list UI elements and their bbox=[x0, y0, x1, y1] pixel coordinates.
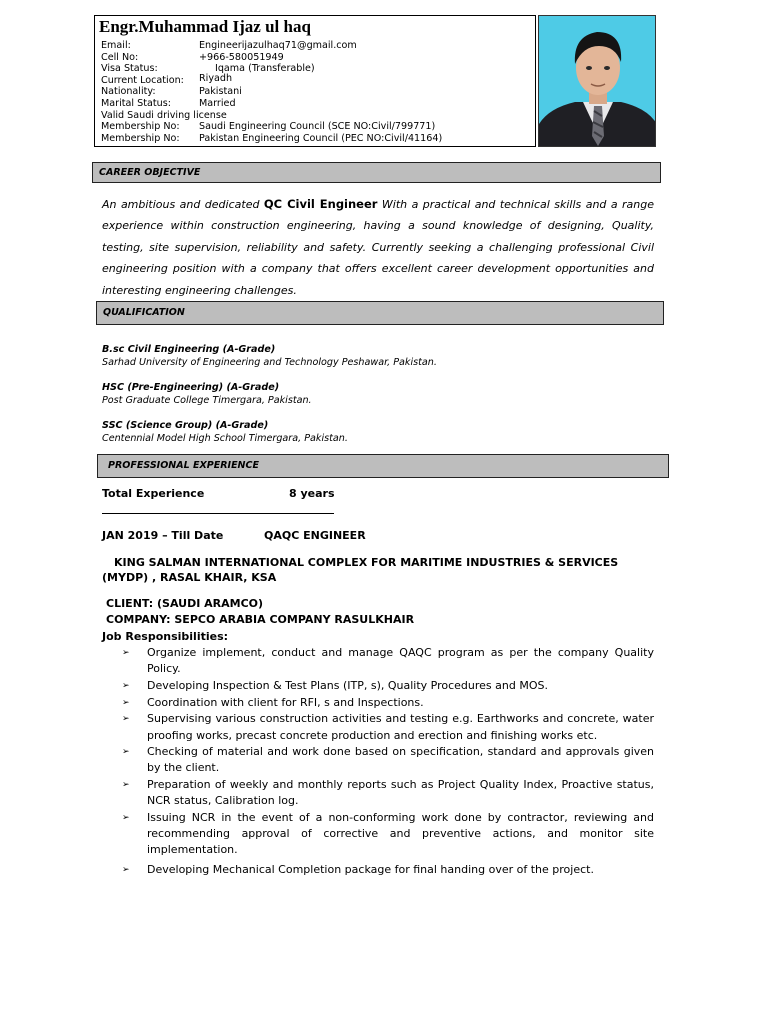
qualification-institute: Post Graduate College Timergara, Pakistan. bbox=[102, 394, 312, 406]
responsibilities-list bbox=[122, 645, 654, 878]
objective-role: QC Civil Engineer bbox=[263, 197, 378, 211]
info-label: Cell No: bbox=[101, 51, 139, 63]
info-marital bbox=[101, 97, 236, 110]
info-value: Pakistani bbox=[199, 86, 242, 98]
arrow-bullet-icon: ➢ bbox=[122, 680, 130, 691]
arrow-bullet-icon: ➢ bbox=[122, 864, 130, 875]
objective-intro: An ambitious and dedicated bbox=[102, 198, 260, 211]
qualification-item bbox=[102, 382, 312, 407]
contact-info-list bbox=[101, 40, 443, 144]
list-item bbox=[122, 810, 654, 859]
list-item bbox=[122, 862, 654, 878]
career-objective-text bbox=[102, 194, 654, 301]
info-email bbox=[101, 40, 357, 52]
responsibility-text: Supervising various construction activities and testing e.g. Earthworks and concrete, water proofing works, precast concrete production and erection and finishing works etc. bbox=[147, 712, 654, 742]
info-label: Email: bbox=[101, 40, 131, 51]
list-item bbox=[122, 744, 654, 776]
project-name-line2: (MYDP) , RASAL KHAIR, KSA bbox=[102, 571, 277, 584]
info-membership-sce bbox=[101, 121, 436, 133]
list-item bbox=[122, 777, 654, 809]
objective-body: With a practical and technical skills and a range experience within construction engineering, having a sound knowledge of designing, Quality, testing, site supervision, reliability and safety. Currently seeking a challenging professional Civil engineering position with a company that offers excellent career development opportunities and interesting engineering challenges. bbox=[102, 198, 655, 297]
contact-header bbox=[94, 15, 536, 147]
info-value: Riyadh bbox=[199, 72, 233, 84]
list-item bbox=[122, 678, 654, 694]
info-label: Marital Status: bbox=[101, 97, 171, 109]
company-name: COMPANY: SEPCO ARABIA COMPANY RASULKHAIR bbox=[106, 613, 415, 626]
responsibility-text: Checking of material and work done based on specification, standard and approvals given by the client. bbox=[147, 745, 654, 775]
responsibility-text: Organize implement, conduct and manage QAQC program as per the company Quality Policy. bbox=[147, 646, 654, 676]
info-location bbox=[101, 72, 233, 87]
client-name: CLIENT: (SAUDI ARAMCO) bbox=[106, 597, 264, 610]
responsibility-text: Developing Mechanical Completion package for final handing over of the project. bbox=[147, 862, 594, 876]
portrait-illustration bbox=[539, 16, 656, 147]
candidate-name: Engr.Muhammad Ijaz ul haq bbox=[99, 17, 311, 36]
info-value: Engineerijazulhaq71@gmail.com bbox=[199, 40, 357, 51]
arrow-bullet-icon: ➢ bbox=[122, 813, 130, 824]
job-period: JAN 2019 – Till Date bbox=[102, 529, 224, 542]
info-value: +966-580051949 bbox=[199, 51, 284, 63]
responsibility-text: Developing Inspection & Test Plans (ITP, s), Quality Procedures and MOS. bbox=[147, 678, 548, 692]
arrow-bullet-icon: ➢ bbox=[122, 747, 130, 758]
job-responsibilities-label: Job Responsibilities: bbox=[102, 630, 229, 643]
info-label: Membership No: bbox=[101, 121, 180, 133]
qualification-degree: HSC (Pre-Engineering) (A-Grade) bbox=[102, 382, 280, 393]
qualification-institute: Centennial Model High School Timergara, Pakistan. bbox=[102, 432, 348, 444]
total-experience-value: 8 years bbox=[289, 487, 335, 500]
info-value: Iqama (Transferable) bbox=[215, 63, 315, 75]
list-item bbox=[122, 645, 654, 677]
section-header-career-objective: CAREER OBJECTIVE bbox=[92, 162, 661, 183]
responsibility-text: Coordination with client for RFI, s and Inspections. bbox=[147, 695, 424, 709]
info-license bbox=[101, 110, 227, 122]
project-name-line1: KING SALMAN INTERNATIONAL COMPLEX FOR MARITIME INDUSTRIES & SERVICES bbox=[114, 556, 619, 569]
info-label: Nationality: bbox=[101, 86, 156, 98]
info-value: Pakistan Engineering Council (PEC NO:Civil/41164) bbox=[199, 132, 443, 144]
info-label: Current Location: bbox=[101, 74, 184, 86]
arrow-bullet-icon: ➢ bbox=[122, 697, 130, 708]
info-value: Saudi Engineering Council (SCE NO:Civil/799771) bbox=[199, 121, 436, 133]
arrow-bullet-icon: ➢ bbox=[122, 648, 130, 658]
list-item bbox=[122, 695, 654, 711]
section-header-professional-experience: PROFESSIONAL EXPERIENCE bbox=[97, 454, 669, 478]
qualification-degree: SSC (Science Group) (A-Grade) bbox=[102, 420, 269, 431]
info-label: Membership No: bbox=[101, 132, 180, 144]
qualification-degree: B.sc Civil Engineering (A-Grade) bbox=[102, 344, 276, 355]
qualification-item bbox=[102, 420, 348, 445]
responsibility-text: Preparation of weekly and monthly reports such as Project Quality Index, Proactive status, NCR status, Calibration log. bbox=[147, 778, 654, 808]
list-item bbox=[122, 711, 654, 743]
divider bbox=[102, 513, 334, 514]
info-label: Visa Status: bbox=[101, 63, 158, 75]
total-experience-label: Total Experience bbox=[102, 487, 205, 500]
info-membership-pec bbox=[101, 132, 443, 145]
profile-photo bbox=[538, 15, 656, 147]
arrow-bullet-icon: ➢ bbox=[122, 714, 130, 725]
info-cell bbox=[101, 51, 284, 64]
qualification-institute: Sarhad University of Engineering and Technology Peshawar, Pakistan. bbox=[102, 356, 437, 368]
qualification-item bbox=[102, 344, 437, 369]
arrow-bullet-icon: ➢ bbox=[122, 780, 130, 791]
info-value: Married bbox=[199, 97, 236, 109]
info-nationality bbox=[101, 86, 242, 98]
section-header-qualification: QUALIFICATION bbox=[96, 301, 664, 325]
info-label: Valid Saudi driving license bbox=[101, 109, 227, 121]
responsibility-text: Issuing NCR in the event of a non-conforming work done by contractor, reviewing and recommending approval of corrective and preventive actions, and monitor site implementation. bbox=[147, 811, 654, 857]
job-position: QAQC ENGINEER bbox=[264, 529, 366, 542]
